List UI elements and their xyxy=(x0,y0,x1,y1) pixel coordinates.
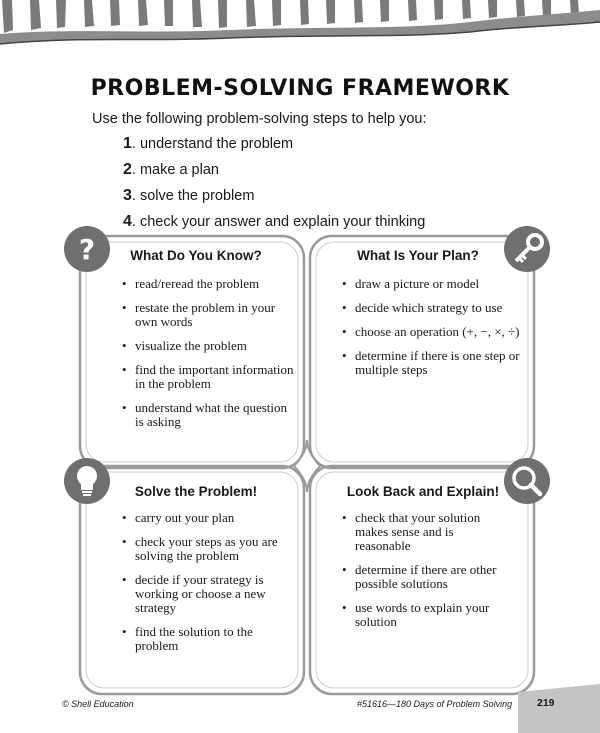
list-item: • use words to explain your solution xyxy=(342,601,508,629)
list-item: • decide if your strategy is working or choose a new strategy xyxy=(122,573,290,615)
step-number: 3 xyxy=(123,187,132,204)
list-item: • carry out your plan xyxy=(122,511,290,525)
svg-text:?: ? xyxy=(78,233,96,266)
solve-title: Solve the Problem! xyxy=(134,484,258,499)
list-item: • determine if there is one step or multiple steps xyxy=(342,349,520,377)
plan-list xyxy=(342,277,520,387)
list-item: • find the important information in the problem xyxy=(122,363,294,391)
step-text: . make a plan xyxy=(131,162,219,178)
step-text: . solve the problem xyxy=(131,188,255,204)
step-number: 2 xyxy=(123,161,132,178)
light-bulb-icon xyxy=(64,458,110,504)
book-title: #51616—180 Days of Problem Solving xyxy=(357,699,513,709)
list-item: • draw a picture or model xyxy=(342,277,520,291)
list-item: • restate the problem in your own words xyxy=(122,301,294,329)
step-text: . check your answer and explain your thinking xyxy=(131,214,426,230)
know-title: What Do You Know? xyxy=(130,248,262,263)
list-item: • check that your solution makes sense and is reasonable xyxy=(342,511,508,553)
list-item: • visualize the problem xyxy=(122,339,294,353)
plan-title: What Is Your Plan? xyxy=(357,248,479,263)
list-item: • determine if there are other possible solutions xyxy=(342,563,508,591)
magnifying-glass-icon xyxy=(504,458,550,504)
check-title: Look Back and Explain! xyxy=(346,484,500,499)
key-icon xyxy=(504,226,550,272)
list-item: • find the solution to the problem xyxy=(122,625,290,653)
solve-list xyxy=(122,511,290,663)
list-item: • choose an operation (+, −, ×, ÷) xyxy=(342,325,520,339)
list-item: • decide which strategy to use xyxy=(342,301,520,315)
step-number: 1 xyxy=(123,135,132,152)
list-item: • check your steps as you are solving the problem xyxy=(122,535,290,563)
know-list xyxy=(122,277,294,439)
step-text: . understand the problem xyxy=(131,136,294,152)
publisher-credit: © Shell Education xyxy=(62,699,134,709)
page-title: PROBLEM-SOLVING FRAMEWORK xyxy=(90,76,510,101)
page-tab xyxy=(518,684,600,733)
page-number: 219 xyxy=(537,697,555,709)
question-mark-icon xyxy=(64,226,110,272)
list-item: • read/reread the problem xyxy=(122,277,294,291)
step-number: 4 xyxy=(123,213,132,230)
list-item: • understand what the question is asking xyxy=(122,401,294,429)
intro-text: Use the following problem-solving steps to help you: xyxy=(92,111,427,127)
check-list xyxy=(342,511,508,639)
